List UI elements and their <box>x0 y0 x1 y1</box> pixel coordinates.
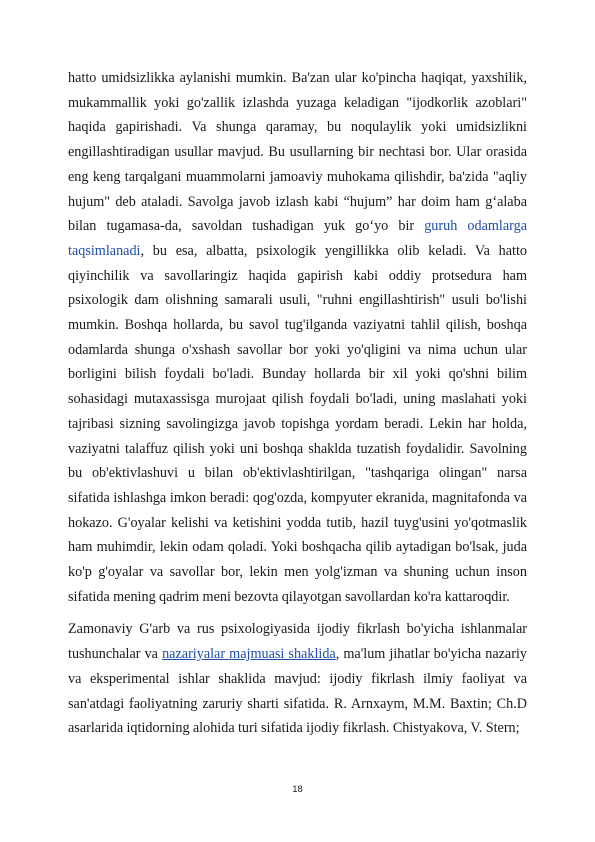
page-number: 18 <box>292 784 303 795</box>
paragraph-text: Zamonaviy G'arb va rus psixologiyasida ijodiy fikrlash bo'yicha ishlanmalar tushunchalar va <box>68 621 527 663</box>
paragraph <box>68 617 527 741</box>
document-body <box>68 66 527 741</box>
inline-link[interactable]: guruh odamlarga taqsimlanadi <box>68 218 527 259</box>
paragraph-text: , bu esa, albatta, psixologik yengillikka olib keladi. Va hatto qiyinchilik va savollaringiz haqida gapirish kabi oddiy protsedura ham psixologik dam olishning samarali usuli, "ruhni engillashtirish" usuli bo'lishi mumkin. Boshqa hollarda, bu savol tug'ilganda vaziyatni tahlil qilish, boshqa odamlarda shunga o'xshash savollar bor yoki yo'qligini va nima uchun ular borligini bilish foydali bo'ladi. Bunday hollarda bir xil yoki qo'shni bilim sohasidagi mutaxassisga murojaat qilish foydali bo'ladi, uning maslahati yoki tajribasi sizning savolingizga javob topishga yordam beradi. Lekin har holda, vaziyatni talaffuz qilish yoki uni boshqa shaklda tuzatish foydalidir. Savolning bu ob'ektivlashuvi u bilan ob'ektivlashtirilgan, "tashqariga olingan" narsa sifatida ishlashga imkon beradi: qog'ozda, kompyuter ekranida, magnitafonda va hokazo. G'oyalar kelishi va ketishini yodda tutib, hazil tuyg'usini yo'qotmaslik ham muhimdir, lekin odam qoladi. Yoki boshqacha qilib aytadigan bo'lsak, juda ko'p g'oyalar va savollar bor, lekin men yolg'izman va shuning uchun inson sifatida mening qadrim meni bezovta qilayotgan savollardan ko'ra kattaroqdir. <box>68 242 527 605</box>
paragraph-text: , ma'lum jihatlar bo'yicha nazariy va eksperimental ishlar shaklida mavjud: ijodiy fikrlash ilmiy faoliyat va san'atdagi faoliyatning zaruriy sharti sifatida. R. Arnxaym, M.M. Baxtin; Ch.D asarlarida iqtidorning alohida turi sifatida ijodiy fikrlash. Chistyakova, V. Stern; <box>68 646 527 737</box>
inline-link[interactable]: nazariyalar majmuasi shaklida <box>162 646 336 663</box>
paragraph-text: hatto umidsizlikka aylanishi mumkin. Ba'zan ular ko'pincha haqiqat, yaxshilik, mukammallik yoki go'zallik izlashda yuzaga keladigan "ijodkorlik azoblari" haqida gapirishadi. Va shunga qaramay, bu noqulaylik yoki umidsizlikni engillashtiradigan usullar mavjud. Bu usullarning bir nechtasi bor. Ular orasida eng keng tarqalgani muammolarni jamoaviy muhokama qilishdir, ba'zida "aqliy hujum" deb ataladi. Savolga javob izlash kabi “hujum” har doim ham g‘alaba bilan tugamasa-da, savoldan tushadigan yuk go‘yo bir <box>68 70 527 235</box>
paragraph <box>68 66 527 609</box>
